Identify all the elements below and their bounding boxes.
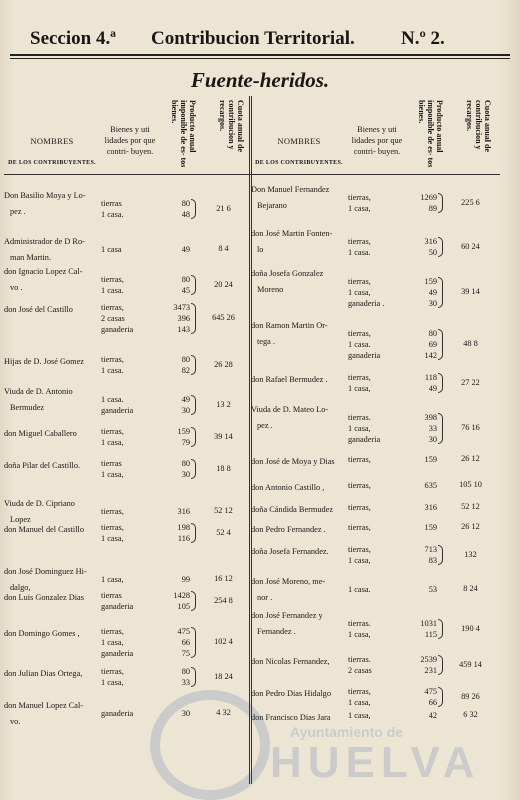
taxable-product-value: 79: [181, 438, 190, 447]
contributor-name: Viuda de D. Antonio: [4, 387, 73, 396]
right-table: [251, 96, 500, 782]
table-row: [4, 302, 253, 335]
watermark-text-big: HUELVA: [270, 738, 481, 787]
table-row: [251, 226, 500, 258]
contributor-name: don Manuel del Castillo: [4, 525, 84, 534]
asset-type: 1 casa: [101, 245, 122, 254]
table-row: [4, 384, 253, 416]
asset-type: ganaderia: [348, 351, 381, 360]
taxable-product-value: 80: [181, 199, 190, 208]
taxable-product-value: 398: [424, 413, 437, 422]
asset-type: 1 casa,: [101, 470, 124, 479]
table-row: [4, 666, 253, 688]
taxable-product-value: 143: [177, 325, 190, 334]
taxable-product-value: 1428: [173, 591, 190, 600]
contributor-name: Don Manuel Fernandez: [251, 185, 330, 194]
table-row: [4, 354, 253, 376]
contributor-name: doña Pilar del Castillo.: [4, 461, 81, 470]
asset-type: 1 casa.: [101, 366, 124, 375]
contributor-name: don José Moreno, me-: [251, 577, 326, 586]
asset-type: ganaderia: [101, 325, 134, 334]
asset-type: 1 casa,: [101, 534, 124, 543]
contributor-name: Hijas de D. José Gomez: [4, 357, 84, 366]
taxable-product-value: 713: [424, 545, 437, 554]
asset-type: 1 casa,: [101, 438, 124, 447]
annual-quota: 6 32: [463, 710, 478, 719]
asset-type: tierras,: [348, 687, 371, 696]
table-row: [251, 402, 500, 444]
table-row: [4, 188, 253, 220]
table-row: [251, 372, 500, 394]
taxable-product-value: 80: [428, 329, 437, 338]
asset-type: 1 casa.: [348, 340, 371, 349]
asset-type: tierras,: [348, 455, 371, 464]
header-bienes: Bienes y uti lidades por que contri- buyen.: [351, 125, 403, 156]
asset-type: ganaderia .: [348, 299, 385, 308]
annual-quota: 254 8: [214, 595, 233, 605]
annual-quota: 76 16: [461, 423, 480, 432]
contributor-name: don Pedro Dias Hidalgo: [251, 689, 331, 698]
asset-type: tierras,: [101, 507, 124, 516]
annual-quota: 48 8: [463, 339, 478, 348]
asset-type: ganaderia: [348, 435, 381, 444]
table-row: [251, 454, 500, 470]
contributor-name: don Miguel Caballero: [4, 429, 77, 438]
taxable-product-value: 159: [424, 455, 437, 464]
asset-type: 1 casa,: [348, 711, 371, 720]
asset-type: tierras,: [348, 545, 371, 554]
header-names: NOMBRES: [277, 136, 321, 146]
asset-type: tierras.: [348, 413, 371, 422]
contributor-name: don Domingo Gomes ,: [4, 629, 80, 638]
table-row: [251, 318, 500, 360]
left-table-header: [4, 96, 253, 172]
contributor-name: Moreno: [257, 285, 284, 294]
header-names-sub: DE LOS CONTRIBUYENTES.: [8, 160, 96, 166]
table-row: [4, 626, 253, 659]
asset-type: tierras,: [101, 523, 124, 532]
taxable-product-value: 30: [181, 406, 190, 415]
table-row: [251, 502, 500, 518]
right-table-header: [251, 96, 500, 172]
asset-type: tierras,: [348, 237, 371, 246]
taxable-product-value: 159: [424, 523, 437, 532]
seal-ring-icon: [150, 690, 270, 800]
annual-quota: 26 28: [214, 359, 233, 369]
taxable-product-value: 115: [424, 630, 437, 639]
table-row: [4, 590, 253, 612]
archive-watermark: [150, 690, 510, 800]
asset-type: 1 casa,: [348, 556, 371, 565]
table-row: [251, 522, 500, 538]
asset-type: 1 casa,: [348, 424, 371, 433]
contributor-name: doña Josefa Gonzalez: [251, 269, 324, 278]
annual-quota: 21 6: [216, 203, 231, 213]
asset-type: 1 casa.: [101, 286, 124, 295]
taxable-product-value: 45: [181, 286, 190, 295]
taxable-product-value: 66: [181, 638, 190, 647]
contributor-name: Administrador de D Ro-: [4, 237, 85, 246]
contributor-name: Lopez: [10, 515, 31, 524]
taxable-product-value: 198: [177, 523, 190, 532]
taxable-product-value: 53: [428, 585, 437, 594]
contributor-name: tega .: [257, 337, 275, 346]
taxable-product-value: 2539: [420, 655, 437, 664]
taxable-product-value: 80: [181, 667, 190, 676]
annual-quota: 459 14: [459, 659, 482, 669]
annual-quota: 132: [464, 549, 477, 559]
asset-type: tierras,: [348, 193, 371, 202]
asset-type: tierras.: [348, 619, 371, 628]
asset-type: tierras,: [348, 503, 371, 512]
table-row: [251, 182, 500, 214]
table-row: [251, 266, 500, 308]
contributor-name: nor .: [257, 593, 273, 602]
taxable-product-value: 635: [424, 481, 437, 490]
contributor-name: pez .: [257, 421, 273, 430]
contributor-name: Bermudez: [10, 403, 45, 412]
annual-quota: 20 24: [214, 279, 233, 289]
asset-type: tierras.: [348, 655, 371, 664]
taxable-product-value: 82: [181, 366, 190, 375]
contributor-name: pez .: [10, 207, 26, 216]
annual-quota: 13 2: [216, 399, 231, 409]
contributor-name: Viuda de D. Cipriano: [4, 499, 75, 508]
asset-type: tierras,: [348, 481, 371, 490]
asset-type: 2 casas: [101, 314, 125, 323]
taxable-product-value: 69: [428, 340, 437, 349]
left-table: [4, 96, 253, 782]
header-cuota: Cuota anual de contribucion y recargos.: [218, 100, 245, 153]
annual-quota: 190 4: [461, 623, 480, 633]
header-cuota: Cuota anual de contribucion y recargos.: [465, 100, 492, 153]
contributor-name: vo .: [10, 283, 23, 292]
contributor-name: man Martin.: [10, 253, 52, 262]
table-row: [251, 654, 500, 676]
annual-quota: 52 4: [216, 527, 231, 537]
table-row: [251, 480, 500, 496]
contributor-name: don José del Castillo: [4, 305, 73, 314]
taxable-product-value: 33: [428, 424, 437, 433]
table-row: [4, 458, 253, 480]
asset-type: ganaderia: [101, 709, 134, 718]
contributor-name: don José Martin Fonten-: [251, 229, 333, 238]
taxable-product-value: 30: [428, 435, 437, 444]
contributor-name: doña Josefa Fernandez.: [251, 547, 329, 556]
annual-quota: 18 24: [214, 671, 233, 681]
page-number: N.º 2.: [401, 28, 445, 49]
contributor-name: lo: [257, 245, 264, 254]
annual-quota: 16 12: [214, 574, 233, 583]
contributor-name: doña Cándida Bermudez: [251, 505, 334, 514]
asset-type: tierras,: [348, 329, 371, 338]
asset-type: 1 casa.: [101, 210, 124, 219]
taxable-product-value: 66: [428, 698, 437, 707]
annual-quota: 102 4: [214, 637, 233, 646]
taxable-product-value: 42: [428, 711, 437, 720]
taxable-product-value: 49: [428, 384, 437, 393]
taxable-product-value: 316: [424, 237, 437, 246]
table-row: [251, 544, 500, 566]
table-row: [4, 234, 253, 266]
contributor-name: dalgo,: [10, 583, 31, 592]
asset-type: 1 casa.: [348, 248, 371, 257]
contributor-name: Bejarano: [257, 201, 287, 210]
asset-type: 1 casa,: [101, 638, 124, 647]
contributor-name: Don Basilio Moya y Lo-: [4, 191, 86, 200]
annual-quota: 18 8: [216, 463, 231, 473]
annual-quota: 225 6: [461, 197, 480, 207]
asset-type: 1 casa,: [348, 630, 371, 639]
asset-type: tierras,: [101, 355, 124, 364]
section-label: Seccion 4.ª: [30, 28, 116, 49]
header-producto: Producto anual imponible de es- tos bienes.: [417, 100, 444, 168]
page-header: [0, 28, 520, 50]
table-row: [4, 426, 253, 448]
taxable-product-value: 159: [177, 427, 190, 436]
header-rule-thin: [10, 58, 510, 59]
taxable-product-value: 159: [424, 277, 437, 286]
annual-quota: 645 26: [212, 313, 235, 322]
annual-quota: 39 14: [214, 431, 233, 441]
annual-quota: 105 10: [459, 480, 482, 489]
contributor-name: don Luis Gonzalez Dias: [4, 593, 84, 602]
taxable-product-value: 50: [428, 248, 437, 257]
header-bienes: Bienes y uti lidades por que contri- buyen.: [104, 125, 156, 156]
taxable-product-value: 142: [424, 351, 437, 360]
table-row: [251, 574, 500, 606]
taxable-product-value: 475: [424, 687, 437, 696]
watermark-text-small: Ayuntamiento de: [290, 724, 404, 740]
contributor-name: don Manuel Lopez Cal-: [4, 701, 84, 710]
taxable-product-value: 89: [428, 204, 437, 213]
asset-type: 1 casa,: [348, 698, 371, 707]
contributor-name: don José Dominguez Hi-: [4, 567, 87, 576]
asset-type: 2 casas: [348, 666, 372, 675]
annual-quota: 39 14: [461, 287, 480, 296]
annual-quota: 27 22: [461, 377, 480, 387]
contributor-name: don Nicolas Fernandez,: [251, 657, 330, 666]
taxable-product-value: 118: [424, 373, 437, 382]
asset-type: tierras,: [101, 275, 124, 284]
annual-quota: 8 4: [218, 244, 229, 253]
header-rule: [10, 54, 510, 56]
asset-type: tierras,: [101, 427, 124, 436]
taxable-product-value: 3473: [173, 303, 190, 312]
taxable-product-value: 80: [181, 355, 190, 364]
contributor-name: Fernandez .: [257, 627, 296, 636]
asset-type: tierras,: [348, 373, 371, 382]
taxable-product-value: 48: [181, 210, 190, 219]
taxable-product-value: 1269: [420, 193, 437, 202]
table-row: [4, 522, 253, 544]
asset-type: ganaderia: [101, 602, 134, 611]
contributor-name: don Rafael Bermudez .: [251, 375, 328, 384]
contributor-name: don José Fernandez y: [251, 611, 323, 620]
contributor-name: don Julian Dias Ortega,: [4, 669, 83, 678]
contributor-name: vo.: [10, 717, 21, 726]
annual-quota: 26 12: [461, 522, 480, 531]
taxable-product-value: 396: [177, 314, 190, 323]
annual-quota: 60 24: [461, 241, 480, 251]
asset-type: tierras,: [101, 627, 124, 636]
taxable-product-value: 83: [428, 556, 437, 565]
annual-quota: 26 12: [461, 454, 480, 463]
annual-quota: 4 32: [216, 708, 231, 717]
annual-quota: 89 26: [461, 691, 480, 701]
taxable-product-value: 475: [177, 627, 190, 636]
taxable-product-value: 80: [181, 459, 190, 468]
header-producto: Producto anual imponible de es- tos bienes.: [170, 100, 197, 168]
asset-type: 1 casa,: [101, 678, 124, 687]
contributor-name: don Ramon Martin Or-: [251, 321, 328, 330]
taxable-product-value: 80: [181, 275, 190, 284]
asset-type: tierras,: [348, 523, 371, 532]
header-names: NOMBRES: [30, 136, 74, 146]
header-names-sub: DE LOS CONTRIBUYENTES.: [255, 160, 343, 166]
contributor-name: don Ignacio Lopez Cal-: [4, 267, 83, 276]
taxable-product-value: 30: [181, 709, 190, 718]
contributor-name: Viuda de D. Mateo Lo-: [251, 405, 329, 414]
contributor-name: don Antonio Castillo ,: [251, 483, 325, 492]
table-row: [4, 264, 253, 296]
contributor-name: don Francisco Dias Jara: [251, 713, 331, 722]
annual-quota: 8 24: [463, 584, 478, 593]
asset-type: ganaderia: [101, 406, 134, 415]
table-row: [251, 608, 500, 640]
asset-type: 1 casa,: [348, 288, 371, 297]
asset-type: 1 casa.: [101, 395, 124, 404]
header-bottom-rule: [251, 174, 500, 175]
asset-type: tierras,: [101, 667, 124, 676]
asset-type: 1 casa.: [348, 585, 371, 594]
annual-quota: 52 12: [214, 506, 233, 515]
asset-type: tierras: [101, 591, 122, 600]
asset-type: tierras: [101, 199, 122, 208]
page-title: Contribucion Territorial.: [151, 28, 355, 49]
annual-quota: 52 12: [461, 502, 480, 511]
taxable-product-value: 30: [181, 470, 190, 479]
taxable-product-value: 231: [424, 666, 437, 675]
taxable-product-value: 33: [181, 678, 190, 687]
asset-type: 1 casa,: [101, 575, 124, 584]
asset-type: tierras,: [348, 277, 371, 286]
taxable-product-value: 99: [181, 575, 190, 584]
taxable-product-value: 105: [177, 602, 190, 611]
taxable-product-value: 116: [177, 534, 190, 543]
taxable-product-value: 75: [181, 649, 190, 658]
taxable-product-value: 316: [177, 507, 190, 516]
asset-type: ganaderia: [101, 649, 134, 658]
contributor-name: don José de Moya y Dias: [251, 457, 335, 466]
taxable-product-value: 1031: [420, 619, 437, 628]
header-bottom-rule: [4, 174, 253, 175]
asset-type: tierras,: [101, 303, 124, 312]
taxable-product-value: 316: [424, 503, 437, 512]
taxable-product-value: 49: [181, 395, 190, 404]
contributor-name: don Pedro Fernandez .: [251, 525, 326, 534]
asset-type: 1 casa,: [348, 204, 371, 213]
taxable-product-value: 30: [428, 299, 437, 308]
taxable-product-value: 49: [181, 245, 190, 254]
taxable-product-value: 49: [428, 288, 437, 297]
document-subtitle: Fuente-heridos.: [190, 68, 330, 92]
asset-type: 1 casa,: [348, 384, 371, 393]
asset-type: tierras: [101, 459, 122, 468]
